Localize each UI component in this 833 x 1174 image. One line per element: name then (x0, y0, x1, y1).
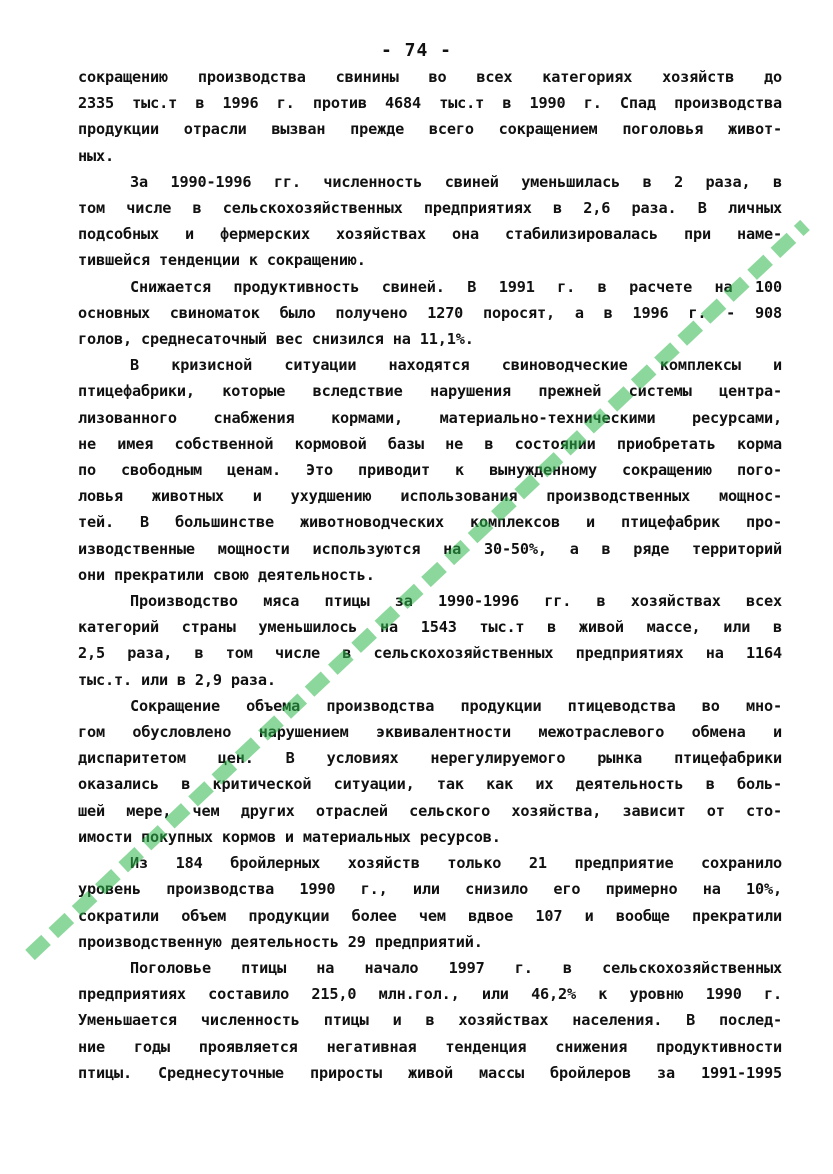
text-line: Снижается продуктивность свиней. В 1991 г. в расчете на 100 (130, 277, 782, 296)
text-line: голов, среднесаточный вес снизился на 11,1%. (78, 330, 474, 349)
text-line: птицефабрики, которые вследствие нарушения прежней системы центра- (78, 382, 782, 401)
text-line: ние годы проявляется негативная тенденция снижения продуктивности (78, 1037, 782, 1056)
text-line: изводственные мощности используются на 30-50%, а в ряде территорий (78, 539, 782, 558)
text-line: тившейся тенденции к сокращению. (78, 251, 366, 270)
text-line: Сокращение объема производства продукции птицеводства во мно- (130, 696, 782, 715)
text-line: продукции отрасли вызван прежде всего сокращением поголовья живот- (78, 120, 782, 139)
text-line: Уменьшается численность птицы и в хозяйствах населения. В послед- (78, 1011, 782, 1030)
text-line: сократили объем продукции более чем вдвое 107 и вообще прекратили (78, 906, 782, 925)
page-number: - 74 - (380, 40, 453, 61)
paragraph-5 (78, 588, 782, 693)
text-line: птицы. Среднесуточные приросты живой массы бройлеров за 1991-1995 (78, 1063, 782, 1082)
paragraph-8 (78, 955, 782, 1086)
text-line: Поголовье птицы на начало 1997 г. в сельскохозяйственных (130, 958, 782, 977)
text-line: ловья животных и ухудшению использования производственных мощнос- (78, 487, 782, 506)
text-line: Производство мяса птицы за 1990-1996 гг. в хозяйствах всех (130, 592, 782, 611)
paragraph-6 (78, 693, 782, 850)
text-line: имости покупных кормов и материальных ресурсов. (78, 827, 501, 846)
text-line: 2,5 раза, в том числе в сельскохозяйственных предприятиях на 1164 (78, 644, 782, 663)
text-line: производственную деятельность 29 предприятий. (78, 932, 483, 951)
body-text (78, 64, 782, 1086)
text-line: по свободным ценам. Это приводит к вынужденному сокращению пого- (78, 461, 782, 480)
text-line: диспаритетом цен. В условиях нерегулируемого рынка птицефабрики (78, 749, 782, 768)
text-line: тыс.т. или в 2,9 раза. (78, 670, 276, 689)
text-line: не имея собственной кормовой базы не в состоянии приобретать корма (78, 434, 782, 453)
paragraph-1 (78, 64, 782, 169)
paragraph-4 (78, 352, 782, 588)
text-line: ных. (78, 146, 114, 165)
text-line: уровень производства 1990 г., или снизило его примерно на 10%, (78, 880, 782, 899)
text-line: основных свиноматок было получено 1270 поросят, а в 1996 г. - 908 (78, 303, 782, 322)
text-line: гом обусловлено нарушением эквивалентности межотраслевого обмена и (78, 723, 782, 742)
text-line: Из 184 бройлерных хозяйств только 21 предприятие сохранило (130, 854, 782, 873)
text-line: оказались в критической ситуации, так как их деятельность в боль- (78, 775, 782, 794)
text-line: категорий страны уменьшилось на 1543 тыс.т в живой массе, или в (78, 618, 782, 637)
text-line: предприятиях составило 215,0 млн.гол., или 46,2% к уровню 1990 г. (78, 985, 782, 1004)
text-line: тей. В большинстве животноводческих комплексов и птицефабрик про- (78, 513, 782, 532)
text-line: В кризисной ситуации находятся свиноводческие комплексы и (130, 356, 782, 375)
paragraph-2 (78, 169, 782, 274)
text-line: 2335 тыс.т в 1996 г. против 4684 тыс.т в 1990 г. Спад производства (78, 94, 782, 113)
text-line: шей мере, чем других отраслей сельского хозяйства, зависит от сто- (78, 801, 782, 820)
text-line: они прекратили свою деятельность. (78, 565, 375, 584)
text-line: сокращению производства свинины во всех категориях хозяйств до (78, 68, 782, 86)
text-line: лизованного снабжения кормами, материально-техническими ресурсами, (78, 408, 782, 427)
text-line: том числе в сельскохозяйственных предприятиях в 2,6 раза. В личных (78, 199, 782, 218)
text-line: За 1990-1996 гг. численность свиней уменьшилась в 2 раза, в (130, 172, 782, 191)
paragraph-3 (78, 274, 782, 353)
paragraph-7 (78, 850, 782, 955)
text-line: подсобных и фермерских хозяйствах она стабилизировалась при наме- (78, 225, 782, 244)
